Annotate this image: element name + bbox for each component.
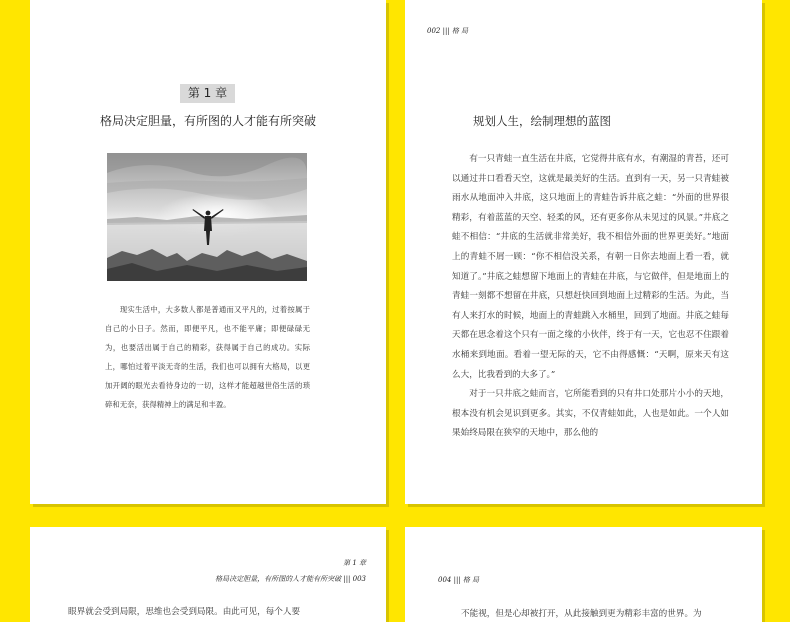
chapter-title: 格局决定胆量，有所图的人才能有所突破	[99, 114, 316, 128]
body-paragraph: 有一只青蛙一直生活在井底，它觉得井底有水，有潮湿的青苔，还可以通过井口看看天空，这就是最美好的生活。直到有一天，另一只青蛙被雨水从地面冲入井底，这只地面上的青蛙告诉井底之蛙：“外面的世界很精彩，有着蓝蓝的天空、轻柔的风，还有更多你从未见过的风景。”井底之蛙不相信：“井底的生活就非常美好，我不相信外面的世界更美好。”地面上的青蛙不屑一顾：“你不相信没关系，有朝一日你去地面上看一看，就知道了。”井底之蛙想留下地面上的青蛙在井底，与它做伴，但是地面上的青蛙一刻都不想留在井底，只想赶快回到地面上过精彩的生活。为此，当有人来打水的时候，地面上的青蛙跳入水桶里，回到了地面。井底之蛙每天都在思念着这个只有一面之缘的小伙伴，终于有一天，它也忍不住跟着水桶来到地面。看着一望无际的天，它不由得感慨：“天啊，原来天有这么大，比我看到的大多了。”	[452, 154, 729, 380]
body-text	[452, 150, 729, 444]
running-head-title: 格局决定胆量，有所图的人才能有所突破 ||| 003	[215, 575, 366, 583]
running-head: 002 ||| 格 局	[427, 27, 469, 35]
running-head-chapter: 第 1 章	[343, 559, 366, 567]
book-page-2	[405, 0, 762, 504]
body-text-line: 眼界就会受到局限，思维也会受到局限。由此可见，每个人要	[68, 607, 301, 617]
body-paragraph: 对于一只井底之蛙而言，它所能看到的只有井口处那片小小的天地，根本没有机会见识到更多。其实，不仅青蛙如此，人也是如此。一个人如果始终局限在狭窄的天地中，那么他的	[452, 389, 729, 439]
book-page-1	[30, 0, 386, 504]
book-page-3	[30, 527, 386, 622]
book-page-4	[405, 527, 762, 622]
man-on-cliff-photo	[107, 153, 307, 281]
intro-paragraph: 现实生活中，大多数人都是普通而又平凡的，过着按属于自己的小日子。然而，即便平凡，也不能平庸；即便碌碌无为，也要活出属于自己的精彩，获得属于自己的成功。实际上，哪怕过着平淡无奇的生活，我们也可以拥有大格局，以更加开阔的眼光去看待身边的一切，这样才能超越世俗生活的琐碎和无奈，获得精神上的满足和丰盈。	[105, 305, 310, 409]
running-head: 004 ||| 格 局	[438, 576, 480, 584]
chapter-intro-text	[105, 300, 310, 414]
chapter-label: 第 1 章	[180, 84, 235, 103]
section-title: 规划人生，绘制理想的蓝图	[473, 114, 611, 128]
body-text-line: 不能视，但是心却被打开，从此接触到更为精彩丰富的世界。为	[461, 609, 702, 619]
